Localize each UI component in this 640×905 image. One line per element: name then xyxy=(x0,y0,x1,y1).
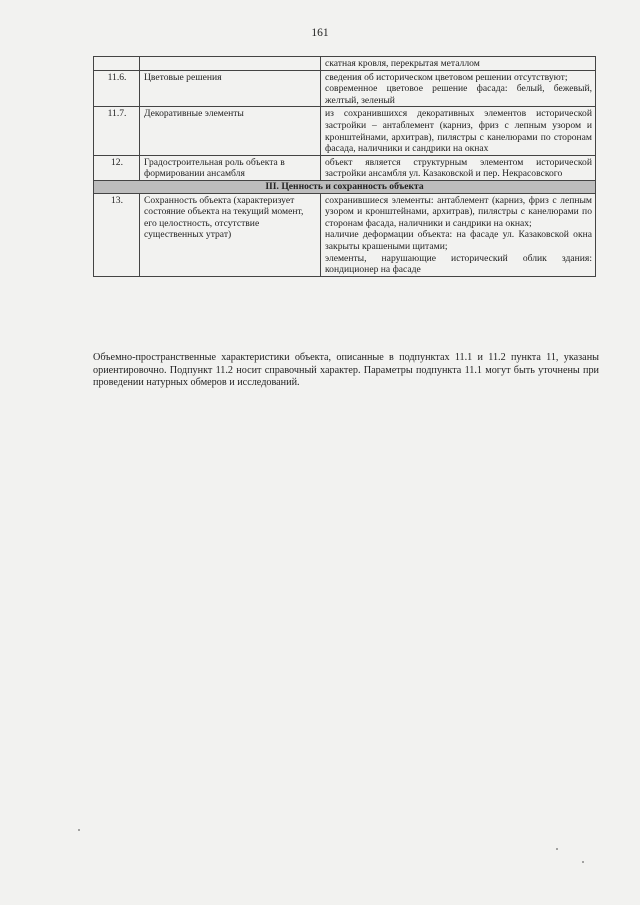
row-description xyxy=(321,155,596,180)
row-number: 12. xyxy=(94,155,140,180)
table-row xyxy=(94,155,596,180)
scan-speck xyxy=(78,829,80,831)
description-line: из сохранившихся декоративных элементов исторической застройки – антаблемент (карниз, фриз с лепным узором и кронштейнами, архитрав), пилястры с канелюрами по сторонам фасада, наличники и сандрики на окнах xyxy=(325,108,592,155)
description-line: сведения об историческом цветовом решении отсутствуют; xyxy=(325,71,568,83)
row-description xyxy=(321,57,596,71)
table-row xyxy=(94,107,596,155)
row-name xyxy=(140,57,321,71)
row-number: 13. xyxy=(94,193,140,276)
page-number: 161 xyxy=(311,27,329,39)
object-description-table xyxy=(93,56,596,277)
table-row xyxy=(94,57,596,71)
description-line: скатная кровля, перекрытая металлом xyxy=(325,58,480,69)
description-line: сохранившиеся элементы: антаблемент (карниз, фриз с лепным узором и кронштейнами, архитрав), пилястры с канелюрами по сторонам фасада, наличники и сандрики на окнах; xyxy=(325,194,592,229)
description-line: объект является структурным элементом исторической застройки ансамбля ул. Казаковской и пер. Некрасовского xyxy=(325,156,592,180)
row-name: Сохранность объекта (характеризует состояние объекта на текущий момент, его целостность, отсутствие существенных утрат) xyxy=(140,193,321,276)
row-name: Цветовые решения xyxy=(140,70,321,107)
footnote-paragraph: Объемно-пространственные характеристики объекта, описанные в подпунктах 11.1 и 11.2 пункта 11, указаны ориентировочно. Подпункт 11.2 носит справочный характер. Параметры подпункта 11.1 могут быть уточнены при проведении натурных обмеров и исследований. xyxy=(93,352,599,389)
scan-speck xyxy=(556,848,558,850)
description-line: элементы, нарушающие исторический облик здания: кондиционер на фасаде xyxy=(325,252,592,276)
section-header-row xyxy=(94,180,596,193)
row-name: Декоративные элементы xyxy=(140,107,321,155)
table-row xyxy=(94,70,596,107)
row-description xyxy=(321,107,596,155)
scan-speck xyxy=(582,861,584,863)
row-number: 11.6. xyxy=(94,70,140,107)
row-name: Градостроительная роль объекта в формировании ансамбля xyxy=(140,155,321,180)
section-title: III. Ценность и сохранность объекта xyxy=(94,180,596,193)
table-row xyxy=(94,193,596,276)
description-line: наличие деформации объекта: на фасаде ул. Казаковской окна закрыты крашеными щитами; xyxy=(325,229,592,252)
row-number xyxy=(94,57,140,71)
row-number: 11.7. xyxy=(94,107,140,155)
row-description xyxy=(321,193,596,276)
row-description xyxy=(321,70,596,107)
description-line: современное цветовое решение фасада: белый, бежевый, желтый, зеленый xyxy=(325,83,592,106)
